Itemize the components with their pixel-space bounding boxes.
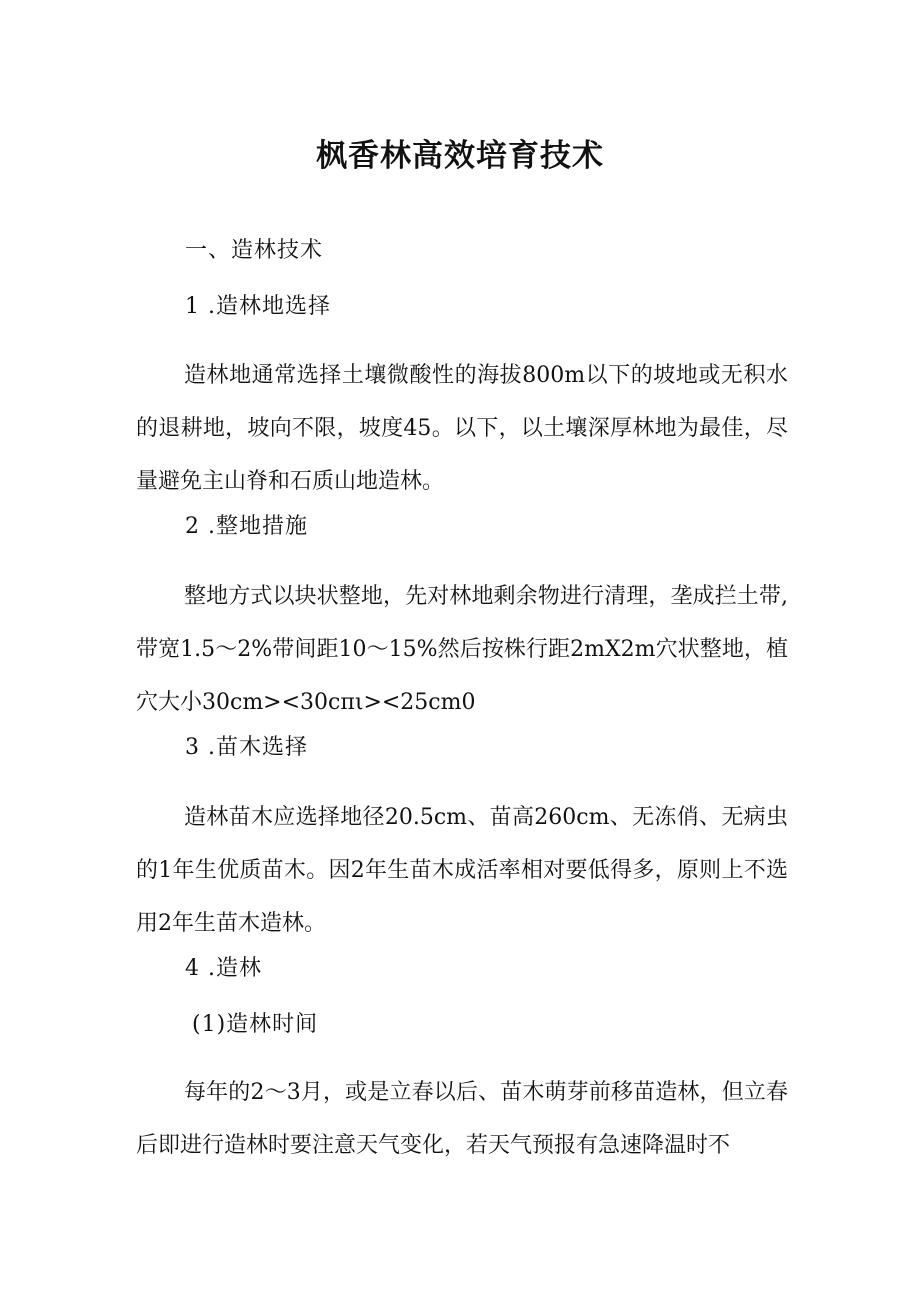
subheading-planting-time: (1)造林时间 [192,1012,319,1037]
paragraph-seedling-selection: 造林苗木应选择地径20.5cm、苗高260cm、无冻俏、无病虫的1年生优质苗木。因2年生苗木成活率相对要低得多，原则上不选用2年生苗木造林。 [136,805,788,936]
heading-afforestation: 4 .造林 [185,956,262,981]
paragraph-planting-time: 每年的2～3月，或是立春以后、苗木萌芽前移苗造林，但立春后即进行造林时要注意天气变化，若天气预报有急速降温时不 [136,1080,788,1158]
heading-seedling-selection: 3 .苗木选择 [185,735,308,760]
section-heading-afforestation: 一、造林技术 [185,238,324,263]
paragraph-land-preparation: 整地方式以块状整地，先对林地剩余物进行清理，垄成拦土带,带宽1.5～2%带间距10～15%然后按株行距2mX2m穴状整地，植穴大小30cm><30cπι><25cm0 [136,584,788,715]
heading-land-preparation: 2 .整地措施 [185,514,308,539]
paragraph-site-selection: 造林地通常选择土壤微酸性的海拔800m以下的坡地或无积水的退耕地，坡向不限，坡度45。以下，以土壤深厚林地为最佳，尽量避免主山脊和石质山地造林。 [136,363,788,494]
heading-site-selection: 1 .造林地选择 [185,294,331,319]
document-title: 枫香林高效培育技术 [316,138,604,174]
